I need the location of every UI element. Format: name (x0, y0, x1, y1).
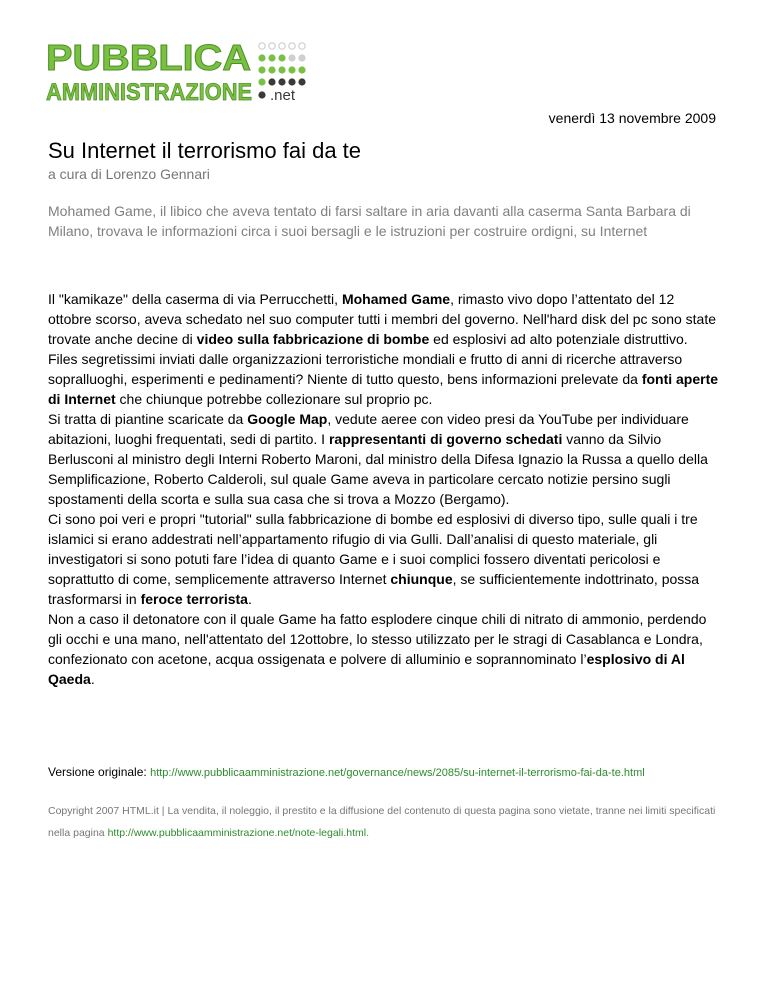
body-text: , vedute aeree con video presi da YouTube per individuare abitazioni, luoghi frequentati, sedi di partito. I (48, 411, 689, 447)
source-link[interactable]: http://www.pubblicaamministrazione.net/governance/news/2085/su-internet-il-terrorismo-fai-da-te.html (150, 767, 645, 779)
body-text: ed esplosivi ad alto potenziale distruttivo. (429, 331, 688, 347)
source-label: Versione originale: (48, 765, 151, 779)
body-bold: esplosivo di Al Qaeda (48, 651, 685, 687)
body-bold: rappresentanti di governo schedati (328, 431, 563, 447)
article-author: a cura di Lorenzo Gennari (48, 166, 210, 182)
body-text: . (247, 591, 252, 607)
copyright-text: Copyright 2007 HTML.it | La vendita, il noleggio, il prestito e la diffusione del contenuto di questa pagina sono vietate, tranne nei limiti specificati nella pagina (48, 805, 716, 839)
body-bold: chiunque (390, 571, 453, 587)
body-bold: fonti aperte di Internet (48, 371, 719, 407)
copyright-end: . (366, 827, 370, 839)
body-text: vanno da Silvio Berlusconi al ministro degli Interni Roberto Maroni, dal ministro della Difesa Ignazio la Russa a quello della Semplificazione, Roberto Calderoli, sul quale Game aveva in particolare cercato notizie persino sugli spostamenti della scorta e sulla sua casa che si trova a Mozzo (Bergamo). (48, 431, 708, 507)
body-text: Ci sono poi veri e propri "tutorial" sulla fabbricazione di bombe ed esplosivi di diverso tipo, sulle quali i tre islamici si erano addestrati nell’appartamento rifugio di via Gulli. Dall’analisi di questo materiale, gli investigatori si sono potuti fare l’idea di quanto Game e i suoi complici fossero diventati pericolosi e soprattutto di come, semplicemente attraverso Internet (48, 511, 698, 587)
legal-notes-link[interactable]: http://www.pubblicaamministrazione.net/note-legali.html (107, 827, 367, 839)
logo-net-suffix: .net (270, 87, 296, 104)
article-title: Su Internet il terrorismo fai da te (48, 138, 362, 163)
logo-line-2: AMMINISTRAZIONE (46, 79, 252, 106)
body-text: Non a caso il detonatore con il quale Game ha fatto esplodere cinque chili di nitrato di ammonio, perdendo gli occhi e una mano, nell'attentato del 12ottobre, lo stesso utilizzato per le stragi di Casablanca e Londra, confezionato con acetone, acqua ossigenata e polvere di alluminio e soprannominato l’ (48, 611, 707, 667)
body-text: Files segretissimi inviati dalle organizzazioni terroristiche mondiali e frutto di anni di ricerche attraverso sopralluoghi, esperimenti e pedinamenti? Niente di tutto questo, bens informazioni prelevate da (48, 351, 683, 387)
article-lead: Mohamed Game, il libico che aveva tentato di farsi saltare in aria davanti alla caserma Santa Barbara di Milano, trovava le informazioni circa i suoi bersagli e le istruzioni per costruire ordigni, su Internet (48, 203, 691, 239)
body-bold: feroce terrorista (140, 591, 248, 607)
article-body (48, 289, 720, 689)
body-bold: video sulla fabbricazione di bombe (196, 331, 430, 347)
body-text: . (90, 671, 95, 687)
body-text: , se sufficientemente indottrinato, possa trasformarsi in (48, 571, 700, 607)
body-bold: Mohamed Game (341, 291, 451, 307)
logo-line-1: PUBBLICA (46, 38, 251, 78)
body-text: , rimasto vivo dopo l’attentato del 12 ottobre scorso, aveva schedato nel suo computer tutti i membri del governo. Nell'hard disk del pc sono state trovate anche decine di (48, 291, 717, 347)
pubblica-amministrazione-logo (44, 38, 314, 108)
original-version (48, 765, 645, 779)
publication-date: venerdì 13 novembre 2009 (548, 110, 716, 126)
copyright-notice (48, 800, 720, 844)
body-text: Si tratta di piantine scaricate da (48, 411, 248, 427)
body-text: che chiunque potrebbe collezionare sul proprio pc. (115, 391, 433, 407)
body-text: Il "kamikaze" della caserma di via Perrucchetti, (48, 291, 342, 307)
body-bold: Google Map (247, 411, 328, 427)
